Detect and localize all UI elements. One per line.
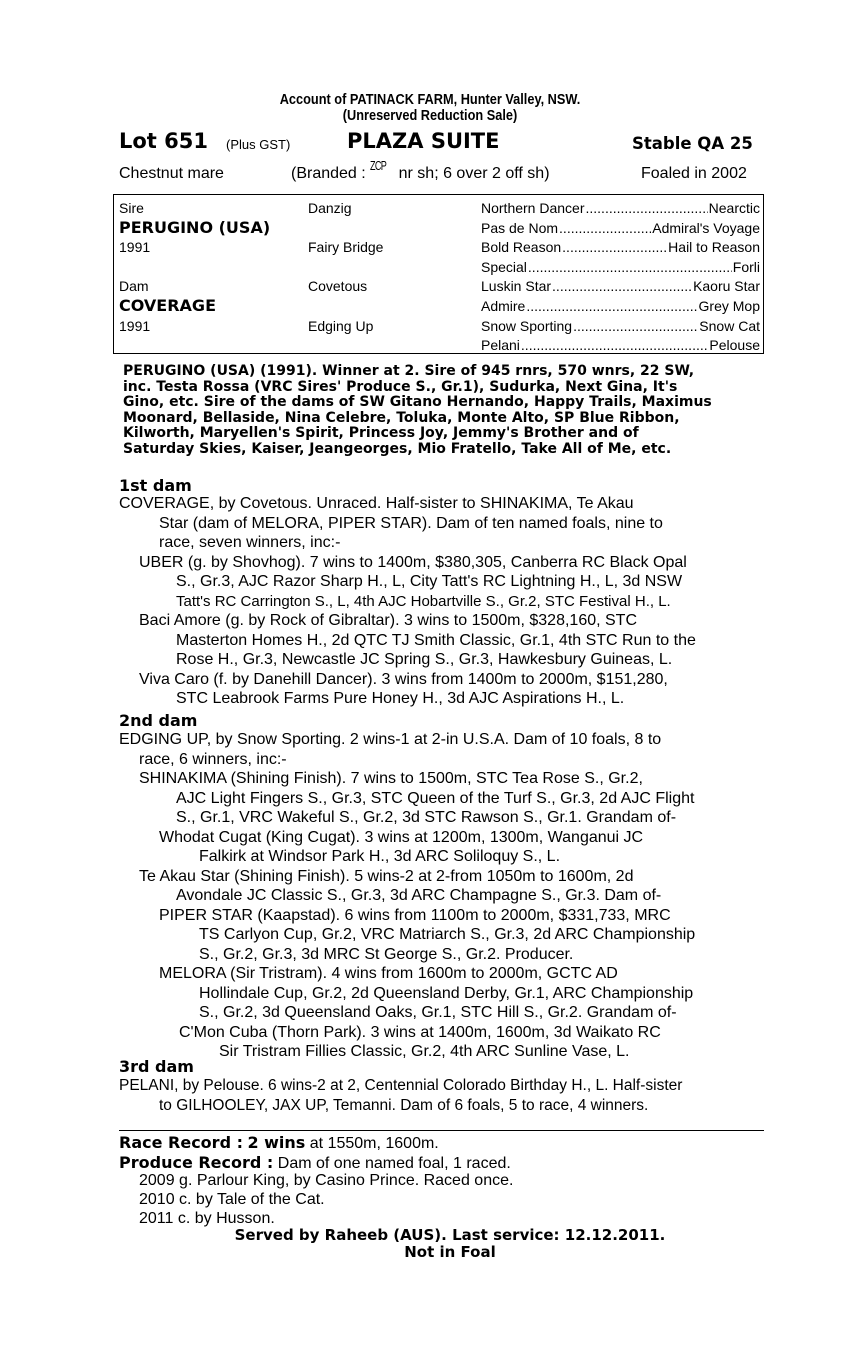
first-dam-text: COVERAGE, by Covetous. Unraced. Half-sister to SHINAKIMA, Te Akau Star (dam of MELORA, PIPER STAR). Dam of ten named foals, nine to race, seven winners, inc:- UBER (g. by Shovhog). 7 wins to 1400m, $380,305, Canberra RC Black Opal S., Gr.3, AJC Razor Sharp H., L, City Tatt's RC Lightning H., L, 3d NSW Tatt's RC Carrington S., L, 4th AJC Hobartville S., Gr.2, STC Festival H., L. Baci Amore (g. by Rock of Gibraltar). 3 wins to 1500m, $328,160, STC Masterton Homes H., 2d QTC TJ Smith Classic, Gr.1, 4th STC Run to the Rose H., Gr.3, Newcastle JC Spring S., Gr.3, Hawkesbury Guineas, L. Viva Caro (f. by Danehill Dancer). 3 wins from 1400m to 2000m, $151,280, STC Leabrook Farms Pure Honey H., 3d AJC Aspirations H., L. xyxy=(119,495,696,707)
sire-label: Sire xyxy=(119,200,144,216)
sire-summary-line: Moonard, Bellaside, Nina Celebre, Toluka, Monte Alto, SP Blue Ribbon, xyxy=(123,409,680,426)
dam-label: Dam xyxy=(119,278,149,294)
sale-line: (Unreserved Reduction Sale) xyxy=(342,108,518,124)
divider xyxy=(119,1130,764,1131)
produce-item: 2010 c. by Tale of the Cat. xyxy=(139,1191,325,1208)
stable-number: Stable QA 25 xyxy=(632,134,753,153)
foaled-year: Foaled in 2002 xyxy=(641,165,747,182)
second-dam-heading: 2nd dam xyxy=(119,711,198,730)
served-note: Served by Raheeb (AUS). Last service: 12.12.2011. xyxy=(234,1226,666,1244)
second-dam-text: EDGING UP, by Snow Sporting. 2 wins-1 at 2-in U.S.A. Dam of 10 foals, 8 to race, 6 winners, inc:- SHINAKIMA (Shining Finish). 7 wins to 1500m, STC Tea Rose S., Gr.2, AJC Light Fingers S., Gr.3, STC Queen of the Turf S., Gr.3, 2d AJC Flight S., Gr.1, VRC Wakeful S., Gr.2, 3d STC Rawson S., Gr.1. Grandam of- Whodat Cugat (King Cugat). 3 wins at 1200m, 1300m, Wanganui JC Falkirk at Windsor Park H., 3d ARC Soliloquy S., L. Te Akau Star (Shining Finish). 5 wins-2 at 2-from 1050m to 1600m, 2d Avondale JC Classic S., Gr.3, 3d ARC Champagne S., Gr.3. Dam of- PIPER STAR (Kaapstad). 6 wins from 1100m to 2000m, $331,733, MRC TS Carlyon Cup, Gr.2, VRC Matriarch S., Gr.3, 2d ARC Championship S., Gr.2, Gr.3, 3d MRC St George S., Gr.2. Producer. MELORA (Sir Tristram). 4 wins from 1600m to 2000m, GCTC AD Hollindale Cup, Gr.2, 2d Queensland Derby, Gr.1, ARC Championship S., Gr.2, 3d Queensland Oaks, Gr.1, STC Hill S., Gr.2. Grandam of- C'Mon Cuba (Thorn Park). 3 wins at 1400m, 1600m, 3d Waikato RC Sir Tristram Fillies Classic, Gr.2, 4th ARC Sunline Vase, L. xyxy=(119,731,696,1060)
brand-prefix: (Branded : xyxy=(291,165,366,182)
ancestor-row: Special ..... Forli xyxy=(481,259,760,275)
produce-item: 2009 g. Parlour King, by Casino Prince. Raced once. xyxy=(139,1172,514,1189)
produce-record: Produce Record : Dam of one named foal, 1 raced. xyxy=(119,1153,511,1172)
produce-item: 2011 c. by Husson. xyxy=(139,1210,275,1227)
dam-year: 1991 xyxy=(119,318,151,334)
third-dam-heading: 3rd dam xyxy=(119,1057,194,1076)
ancestor-row: Snow Sporting ..... Snow Cat xyxy=(481,318,760,334)
color-sex: Chestnut mare xyxy=(119,165,224,182)
brand-suffix: nr sh; 6 over 2 off sh) xyxy=(398,165,550,182)
foal-status: Not in Foal xyxy=(404,1243,496,1261)
ancestor-row: Pelani ..... Pelouse xyxy=(481,337,760,353)
lot-number: Lot 651 xyxy=(119,129,208,153)
sire-sire: Danzig xyxy=(308,200,352,216)
account-line: Account of PATINACK FARM, Hunter Valley, NSW. xyxy=(279,92,581,108)
ancestor-row: Bold Reason ..... Hail to Reason xyxy=(481,239,760,255)
gst-note: (Plus GST) xyxy=(226,137,291,152)
brand-mark: ZCP xyxy=(370,158,387,173)
sire-summary-line: Saturday Skies, Kaiser, Jeangeorges, Mio Fratello, Take All of Me, etc. xyxy=(123,440,672,457)
dam-dam: Edging Up xyxy=(308,318,374,334)
sire-summary-line: PERUGINO (USA) (1991). Winner at 2. Sire of 945 rnrs, 570 wnrs, 22 SW, xyxy=(123,363,695,379)
sire-summary-line: Kilworth, Maryellen's Spirit, Princess Joy, Jemmy's Brother and of xyxy=(123,425,639,441)
sire-summary-line: inc. Testa Rossa (VRC Sires' Produce S., Gr.1), Sudurka, Next Gina, It's xyxy=(123,378,678,395)
sire-name: PERUGINO (USA) xyxy=(119,218,271,237)
third-dam-text: PELANI, by Pelouse. 6 wins-2 at 2, Centennial Colorado Birthday H., L. Half-sister to GILHOOLEY, JAX UP, Temanni. Dam of 6 foals, 5 to race, 4 winners. xyxy=(119,1077,683,1114)
sire-dam: Fairy Bridge xyxy=(308,239,384,255)
first-dam-heading: 1st dam xyxy=(119,476,192,495)
ancestor-row: Luskin Star ..... Kaoru Star xyxy=(481,278,760,294)
sire-year: 1991 xyxy=(119,239,151,255)
dam-sire: Covetous xyxy=(308,278,368,294)
brand-info xyxy=(291,158,550,183)
dam-name: COVERAGE xyxy=(119,296,216,315)
ancestor-row: Admire ..... Grey Mop xyxy=(481,298,760,314)
ancestor-row: Pas de Nom ..... Admiral's Voyage xyxy=(481,220,760,236)
horse-name: PLAZA SUITE xyxy=(347,129,500,153)
race-record: Race Record : 2 wins at 1550m, 1600m. xyxy=(119,1133,439,1152)
sire-summary xyxy=(123,364,763,457)
sire-summary-line: Gino, etc. Sire of the dams of SW Gitano Hernando, Happy Trails, Maximus xyxy=(123,394,712,410)
ancestor-row: Northern Dancer ..... Nearctic xyxy=(481,200,760,216)
